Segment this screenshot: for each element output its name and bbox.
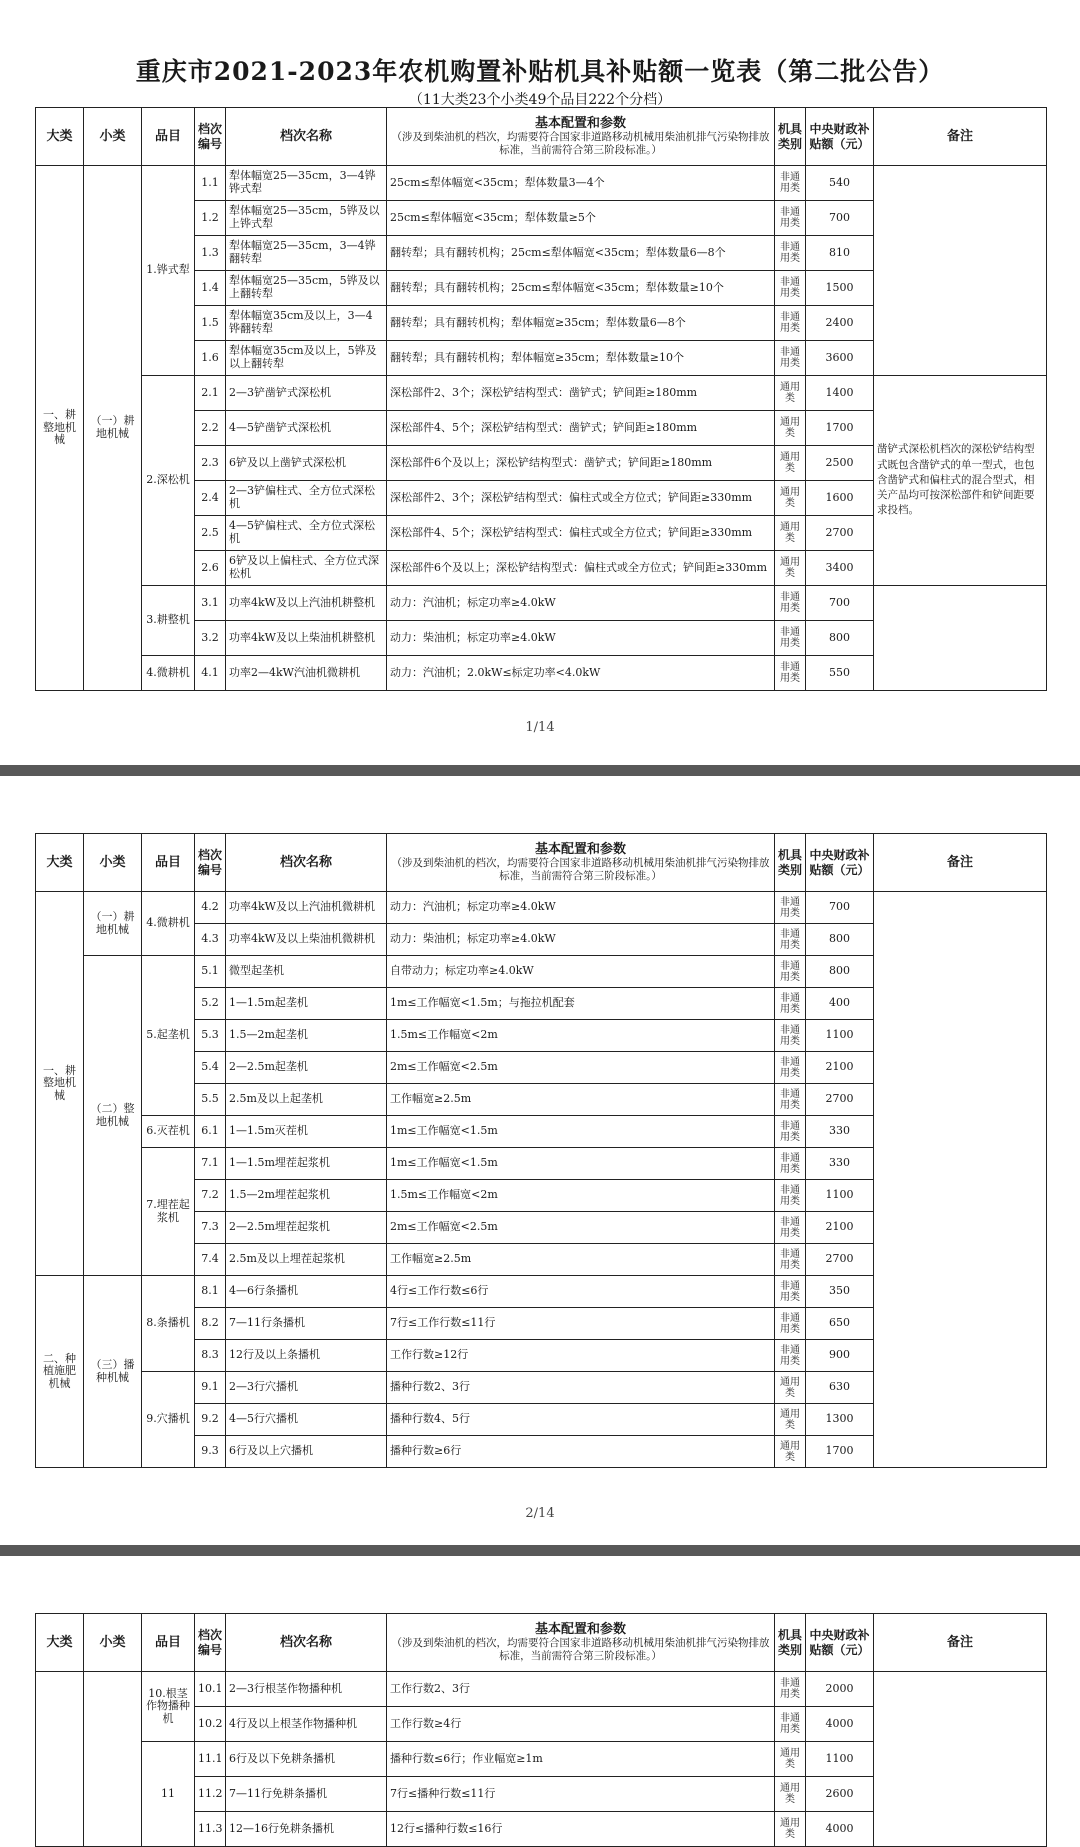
tier-name: 2—3行穴播机	[226, 1372, 387, 1404]
tier-spec: 翻转犁；具有翻转机构；犁体幅宽≥35cm；犁体数量6—8个	[387, 306, 775, 341]
tier-code: 2.1	[195, 376, 226, 411]
machine-type: 非通用类	[775, 924, 806, 956]
machine-type: 非通用类	[775, 201, 806, 236]
header-config	[387, 1614, 775, 1672]
tier-code: 5.3	[195, 1020, 226, 1052]
subsidy-amount: 1100	[806, 1180, 874, 1212]
table-row	[36, 586, 1047, 621]
tier-spec: 4行≤工作行数≤6行	[387, 1276, 775, 1308]
tier-spec: 播种行数2、3行	[387, 1372, 775, 1404]
tier-name: 功率4kW及以上汽油机耕整机	[226, 586, 387, 621]
tier-spec: 深松部件6个及以上；深松铲结构型式：偏柱式或全方位式；铲间距≥330mm	[387, 551, 775, 586]
subsidy-amount: 3400	[806, 551, 874, 586]
subsidy-amount: 1700	[806, 411, 874, 446]
subsidy-amount: 900	[806, 1340, 874, 1372]
subsidy-amount: 810	[806, 236, 874, 271]
table-header-row	[36, 108, 1047, 166]
machine-type: 非通用类	[775, 166, 806, 201]
tier-name: 犁体幅宽25—35cm，5铧及以上铧式犁	[226, 201, 387, 236]
item-category: 11	[142, 1742, 195, 1847]
tier-code: 10.1	[195, 1672, 226, 1707]
document-page-2	[0, 776, 1080, 1545]
table-row	[36, 892, 1047, 924]
header-major: 大类	[36, 834, 84, 892]
tier-name: 6行及以下免耕条播机	[226, 1742, 387, 1777]
tier-name: 2—3行根茎作物播种机	[226, 1672, 387, 1707]
tier-code: 4.1	[195, 656, 226, 691]
tier-code: 6.1	[195, 1116, 226, 1148]
tier-code: 8.2	[195, 1308, 226, 1340]
tier-spec: 12行≤播种行数≤16行	[387, 1812, 775, 1847]
machine-type: 非通用类	[775, 1116, 806, 1148]
page-title: 重庆市2021-2023年农机购置补贴机具补贴额一览表（第二批公告）	[135, 57, 945, 86]
tier-code: 5.4	[195, 1052, 226, 1084]
item-category: 3.耕整机	[142, 586, 195, 656]
machine-type: 非通用类	[775, 306, 806, 341]
tier-code: 8.3	[195, 1340, 226, 1372]
tier-code: 3.2	[195, 621, 226, 656]
tier-spec: 深松部件4、5个；深松铲结构型式：凿铲式；铲间距≥180mm	[387, 411, 775, 446]
tier-code: 1.2	[195, 201, 226, 236]
tier-name: 1—1.5m埋茬起浆机	[226, 1148, 387, 1180]
tier-code: 2.4	[195, 481, 226, 516]
tier-spec: 动力：汽油机；标定功率≥4.0kW	[387, 586, 775, 621]
tier-name: 2—2.5m埋茬起浆机	[226, 1212, 387, 1244]
tier-code: 4.3	[195, 924, 226, 956]
subsidy-amount: 2400	[806, 306, 874, 341]
tier-code: 1.4	[195, 271, 226, 306]
tier-code: 11.1	[195, 1742, 226, 1777]
tier-spec: 1.5m≤工作幅宽<2m	[387, 1180, 775, 1212]
tier-name: 功率2—4kW汽油机微耕机	[226, 656, 387, 691]
tier-code: 7.3	[195, 1212, 226, 1244]
tier-name: 1.5—2m起垄机	[226, 1020, 387, 1052]
header-minor: 小类	[84, 834, 142, 892]
subsidy-amount: 2700	[806, 516, 874, 551]
tier-code: 1.3	[195, 236, 226, 271]
tier-name: 6铲及以上凿铲式深松机	[226, 446, 387, 481]
tier-name: 微型起垄机	[226, 956, 387, 988]
tier-name: 犁体幅宽25—35cm，5铧及以上翻转犁	[226, 271, 387, 306]
tier-spec: 翻转犁；具有翻转机构；25cm≤犁体幅宽<35cm；犁体数量6—8个	[387, 236, 775, 271]
subsidy-amount: 330	[806, 1148, 874, 1180]
tier-name: 1—1.5m起垄机	[226, 988, 387, 1020]
header-tier: 档次名称	[226, 834, 387, 892]
header-item: 品目	[142, 834, 195, 892]
major-category: 一、耕整地机械	[36, 892, 84, 1276]
table-header-row	[36, 1614, 1047, 1672]
tier-code: 9.2	[195, 1404, 226, 1436]
subsidy-amount: 1100	[806, 1742, 874, 1777]
header-major: 大类	[36, 1614, 84, 1672]
tier-spec: 播种行数≤6行；作业幅宽≥1m	[387, 1742, 775, 1777]
tier-spec: 1m≤工作幅宽<1.5m	[387, 1116, 775, 1148]
machine-type: 非通用类	[775, 586, 806, 621]
tier-code: 5.2	[195, 988, 226, 1020]
item-category: 10.根茎作物播种机	[142, 1672, 195, 1742]
tier-code: 11.3	[195, 1812, 226, 1847]
machine-type: 通用类	[775, 376, 806, 411]
machine-type: 非通用类	[775, 1340, 806, 1372]
tier-code: 1.6	[195, 341, 226, 376]
subsidy-amount: 700	[806, 892, 874, 924]
subsidy-amount: 800	[806, 924, 874, 956]
tier-spec: 7行≤工作行数≤11行	[387, 1308, 775, 1340]
header-amount: 中央财政补贴额（元）	[806, 108, 874, 166]
tier-code: 4.2	[195, 892, 226, 924]
item-category: 4.微耕机	[142, 656, 195, 691]
tier-spec: 工作行数2、3行	[387, 1672, 775, 1707]
subsidy-amount: 540	[806, 166, 874, 201]
tier-code: 1.1	[195, 166, 226, 201]
page-subtitle: （11大类23个小类49个品目222个分档）	[408, 92, 672, 108]
header-item: 品目	[142, 1614, 195, 1672]
tier-name: 7—11行免耕条播机	[226, 1777, 387, 1812]
page-number: 1/14	[525, 720, 555, 735]
header-remark: 备注	[874, 1614, 1047, 1672]
subsidy-amount: 1400	[806, 376, 874, 411]
header-config	[387, 834, 775, 892]
page-separator	[0, 1545, 1080, 1556]
tier-name: 2—2.5m起垄机	[226, 1052, 387, 1084]
header-config-title: 基本配置和参数	[534, 1621, 626, 1637]
tier-spec: 深松部件4、5个；深松铲结构型式：偏柱式或全方位式；铲间距≥330mm	[387, 516, 775, 551]
header-config-note: （涉及到柴油机的档次，均需要符合国家非道路移动机械用柴油机排气污染物排放标准，当前需符合第三阶段标准。）	[391, 857, 770, 883]
tier-code: 7.2	[195, 1180, 226, 1212]
machine-type: 非通用类	[775, 1180, 806, 1212]
major-category: 二、种植施肥机械	[36, 1276, 84, 1468]
machine-type: 通用类	[775, 446, 806, 481]
minor-category: （二）整地机械	[84, 956, 142, 1276]
page-separator	[0, 765, 1080, 776]
header-minor: 小类	[84, 1614, 142, 1672]
subsidy-amount: 1300	[806, 1404, 874, 1436]
item-category: 6.灭茬机	[142, 1116, 195, 1148]
tier-name: 6铲及以上偏柱式、全方位式深松机	[226, 551, 387, 586]
major-category	[36, 1672, 84, 1847]
item-category: 1.铧式犁	[142, 166, 195, 376]
tier-name: 12行及以上条播机	[226, 1340, 387, 1372]
page-number: 2/14	[525, 1506, 555, 1521]
subsidy-table-page-1	[35, 107, 1047, 691]
subsidy-amount: 2500	[806, 446, 874, 481]
subsidy-amount: 1700	[806, 1436, 874, 1468]
remark-cell	[874, 1672, 1047, 1847]
header-config-title: 基本配置和参数	[534, 841, 626, 857]
header-type: 机具类别	[775, 834, 806, 892]
subsidy-table-page-3	[35, 1613, 1047, 1847]
tier-spec: 2m≤工作幅宽<2.5m	[387, 1052, 775, 1084]
tier-name: 1.5—2m埋茬起浆机	[226, 1180, 387, 1212]
tier-spec: 1m≤工作幅宽<1.5m；与拖拉机配套	[387, 988, 775, 1020]
tier-spec: 动力：柴油机；标定功率≥4.0kW	[387, 621, 775, 656]
machine-type: 非通用类	[775, 656, 806, 691]
tier-code: 5.5	[195, 1084, 226, 1116]
header-remark: 备注	[874, 108, 1047, 166]
tier-code: 2.2	[195, 411, 226, 446]
item-category: 5.起垄机	[142, 956, 195, 1116]
subsidy-amount: 2700	[806, 1084, 874, 1116]
tier-name: 2.5m及以上埋茬起浆机	[226, 1244, 387, 1276]
tier-name: 2—3铲偏柱式、全方位式深松机	[226, 481, 387, 516]
remark-cell	[874, 892, 1047, 1468]
tier-name: 12—16行免耕条播机	[226, 1812, 387, 1847]
table-row	[36, 1672, 1047, 1707]
machine-type: 非通用类	[775, 1148, 806, 1180]
subsidy-amount: 700	[806, 201, 874, 236]
tier-code: 9.3	[195, 1436, 226, 1468]
header-config	[387, 108, 775, 166]
tier-name: 犁体幅宽35cm及以上，3—4铧翻转犁	[226, 306, 387, 341]
header-config-title: 基本配置和参数	[534, 115, 626, 131]
header-code: 档次编号	[195, 1614, 226, 1672]
machine-type: 通用类	[775, 551, 806, 586]
header-item: 品目	[142, 108, 195, 166]
subsidy-amount: 2600	[806, 1777, 874, 1812]
minor-category: （一）耕地机械	[84, 166, 142, 691]
tier-name: 2.5m及以上起垄机	[226, 1084, 387, 1116]
machine-type: 非通用类	[775, 1244, 806, 1276]
header-amount: 中央财政补贴额（元）	[806, 1614, 874, 1672]
item-category: 7.埋茬起浆机	[142, 1148, 195, 1276]
tier-code: 10.2	[195, 1707, 226, 1742]
machine-type: 通用类	[775, 516, 806, 551]
tier-spec: 深松部件2、3个；深松铲结构型式：凿铲式；铲间距≥180mm	[387, 376, 775, 411]
header-tier: 档次名称	[226, 1614, 387, 1672]
tier-spec: 深松部件2、3个；深松铲结构型式：偏柱式或全方位式；铲间距≥330mm	[387, 481, 775, 516]
tier-spec: 翻转犁；具有翻转机构；犁体幅宽≥35cm；犁体数量≥10个	[387, 341, 775, 376]
tier-code: 9.1	[195, 1372, 226, 1404]
tier-name: 功率4kW及以上柴油机耕整机	[226, 621, 387, 656]
header-config-note: （涉及到柴油机的档次，均需要符合国家非道路移动机械用柴油机排气污染物排放标准，当前需符合第三阶段标准。）	[391, 131, 770, 157]
minor-category: （一）耕地机械	[84, 892, 142, 956]
machine-type: 非通用类	[775, 271, 806, 306]
tier-spec: 动力：汽油机；2.0kW≤标定功率<4.0kW	[387, 656, 775, 691]
tier-spec: 25cm≤犁体幅宽<35cm；犁体数量≥5个	[387, 201, 775, 236]
item-category: 9.穴播机	[142, 1372, 195, 1468]
machine-type: 通用类	[775, 1372, 806, 1404]
tier-code: 3.1	[195, 586, 226, 621]
tier-code: 7.1	[195, 1148, 226, 1180]
tier-name: 犁体幅宽25—35cm，3—4铧铧式犁	[226, 166, 387, 201]
subsidy-amount: 630	[806, 1372, 874, 1404]
machine-type: 非通用类	[775, 892, 806, 924]
subsidy-amount: 700	[806, 586, 874, 621]
tier-spec: 7行≤播种行数≤11行	[387, 1777, 775, 1812]
subsidy-amount: 400	[806, 988, 874, 1020]
remark-text: 凿铲式深松机档次的深松铲结构型式既包含凿铲式的单一型式，也包含凿铲式和偏柱式的混合型式，相关产品均可按深松部件和铲间距要求投档。	[874, 376, 1047, 586]
machine-type: 通用类	[775, 411, 806, 446]
minor-category: （三）播种机械	[84, 1276, 142, 1468]
tier-spec: 1.5m≤工作幅宽<2m	[387, 1020, 775, 1052]
tier-spec: 动力：柴油机；标定功率≥4.0kW	[387, 924, 775, 956]
machine-type: 非通用类	[775, 1672, 806, 1707]
minor-category	[84, 1672, 142, 1847]
machine-type: 非通用类	[775, 1276, 806, 1308]
machine-type: 非通用类	[775, 1707, 806, 1742]
tier-spec: 25cm≤犁体幅宽<35cm；犁体数量3—4个	[387, 166, 775, 201]
machine-type: 非通用类	[775, 1052, 806, 1084]
subsidy-amount: 650	[806, 1308, 874, 1340]
tier-code: 2.6	[195, 551, 226, 586]
major-category: 一、耕整地机械	[36, 166, 84, 691]
machine-type: 通用类	[775, 1812, 806, 1847]
tier-code: 2.5	[195, 516, 226, 551]
tier-name: 4行及以上根茎作物播种机	[226, 1707, 387, 1742]
subsidy-amount: 1100	[806, 1020, 874, 1052]
table-header-row	[36, 834, 1047, 892]
header-code: 档次编号	[195, 834, 226, 892]
remark-cell	[874, 586, 1047, 691]
machine-type: 非通用类	[775, 236, 806, 271]
tier-name: 7—11行条播机	[226, 1308, 387, 1340]
subsidy-amount: 330	[806, 1116, 874, 1148]
header-major: 大类	[36, 108, 84, 166]
document-page-3	[0, 1556, 1080, 1840]
subsidy-amount: 1500	[806, 271, 874, 306]
tier-name: 犁体幅宽25—35cm，3—4铧翻转犁	[226, 236, 387, 271]
machine-type: 非通用类	[775, 956, 806, 988]
tier-name: 功率4kW及以上汽油机微耕机	[226, 892, 387, 924]
header-type: 机具类别	[775, 108, 806, 166]
subsidy-amount: 350	[806, 1276, 874, 1308]
tier-code: 2.3	[195, 446, 226, 481]
machine-type: 非通用类	[775, 1212, 806, 1244]
header-remark: 备注	[874, 834, 1047, 892]
tier-spec: 动力：汽油机；标定功率≥4.0kW	[387, 892, 775, 924]
subsidy-table-page-2	[35, 833, 1047, 1468]
machine-type: 非通用类	[775, 341, 806, 376]
tier-spec: 深松部件6个及以上；深松铲结构型式：凿铲式；铲间距≥180mm	[387, 446, 775, 481]
tier-spec: 2m≤工作幅宽<2.5m	[387, 1212, 775, 1244]
subsidy-amount: 2700	[806, 1244, 874, 1276]
tier-code: 11.2	[195, 1777, 226, 1812]
machine-type: 非通用类	[775, 988, 806, 1020]
machine-type: 非通用类	[775, 621, 806, 656]
tier-code: 8.1	[195, 1276, 226, 1308]
machine-type: 通用类	[775, 481, 806, 516]
tier-name: 2—3铲凿铲式深松机	[226, 376, 387, 411]
subsidy-amount: 3600	[806, 341, 874, 376]
tier-name: 4—5行穴播机	[226, 1404, 387, 1436]
subsidy-amount: 800	[806, 956, 874, 988]
tier-spec: 工作幅宽≥2.5m	[387, 1084, 775, 1116]
document-page-1	[0, 0, 1080, 765]
machine-type: 通用类	[775, 1742, 806, 1777]
machine-type: 通用类	[775, 1436, 806, 1468]
tier-spec: 播种行数4、5行	[387, 1404, 775, 1436]
header-code: 档次编号	[195, 108, 226, 166]
subsidy-amount: 1600	[806, 481, 874, 516]
remark-cell	[874, 166, 1047, 376]
tier-name: 6行及以上穴播机	[226, 1436, 387, 1468]
tier-spec: 播种行数≥6行	[387, 1436, 775, 1468]
machine-type: 非通用类	[775, 1084, 806, 1116]
tier-code: 7.4	[195, 1244, 226, 1276]
tier-name: 4—5铲偏柱式、全方位式深松机	[226, 516, 387, 551]
tier-name: 4—5铲凿铲式深松机	[226, 411, 387, 446]
subsidy-amount: 800	[806, 621, 874, 656]
machine-type: 非通用类	[775, 1308, 806, 1340]
subsidy-amount: 2000	[806, 1672, 874, 1707]
tier-spec: 工作幅宽≥2.5m	[387, 1244, 775, 1276]
header-amount: 中央财政补贴额（元）	[806, 834, 874, 892]
table-row	[36, 376, 1047, 411]
header-tier: 档次名称	[226, 108, 387, 166]
item-category: 4.微耕机	[142, 892, 195, 956]
subsidy-amount: 2100	[806, 1212, 874, 1244]
tier-spec: 工作行数≥12行	[387, 1340, 775, 1372]
tier-code: 5.1	[195, 956, 226, 988]
machine-type: 通用类	[775, 1777, 806, 1812]
tier-name: 功率4kW及以上柴油机微耕机	[226, 924, 387, 956]
subsidy-amount: 2100	[806, 1052, 874, 1084]
header-config-note: （涉及到柴油机的档次，均需要符合国家非道路移动机械用柴油机排气污染物排放标准，当前需符合第三阶段标准。）	[391, 1637, 770, 1663]
table-row	[36, 166, 1047, 201]
machine-type: 通用类	[775, 1404, 806, 1436]
item-category: 8.条播机	[142, 1276, 195, 1372]
machine-type: 非通用类	[775, 1020, 806, 1052]
tier-code: 1.5	[195, 306, 226, 341]
tier-name: 1—1.5m灭茬机	[226, 1116, 387, 1148]
subsidy-amount: 550	[806, 656, 874, 691]
tier-spec: 1m≤工作幅宽<1.5m	[387, 1148, 775, 1180]
header-type: 机具类别	[775, 1614, 806, 1672]
item-category: 2.深松机	[142, 376, 195, 586]
tier-spec: 翻转犁；具有翻转机构；25cm≤犁体幅宽<35cm；犁体数量≥10个	[387, 271, 775, 306]
tier-name: 4—6行条播机	[226, 1276, 387, 1308]
subsidy-amount: 4000	[806, 1812, 874, 1847]
subsidy-amount: 4000	[806, 1707, 874, 1742]
header-minor: 小类	[84, 108, 142, 166]
tier-name: 犁体幅宽35cm及以上，5铧及以上翻转犁	[226, 341, 387, 376]
tier-spec: 自带动力；标定功率≥4.0kW	[387, 956, 775, 988]
tier-spec: 工作行数≥4行	[387, 1707, 775, 1742]
